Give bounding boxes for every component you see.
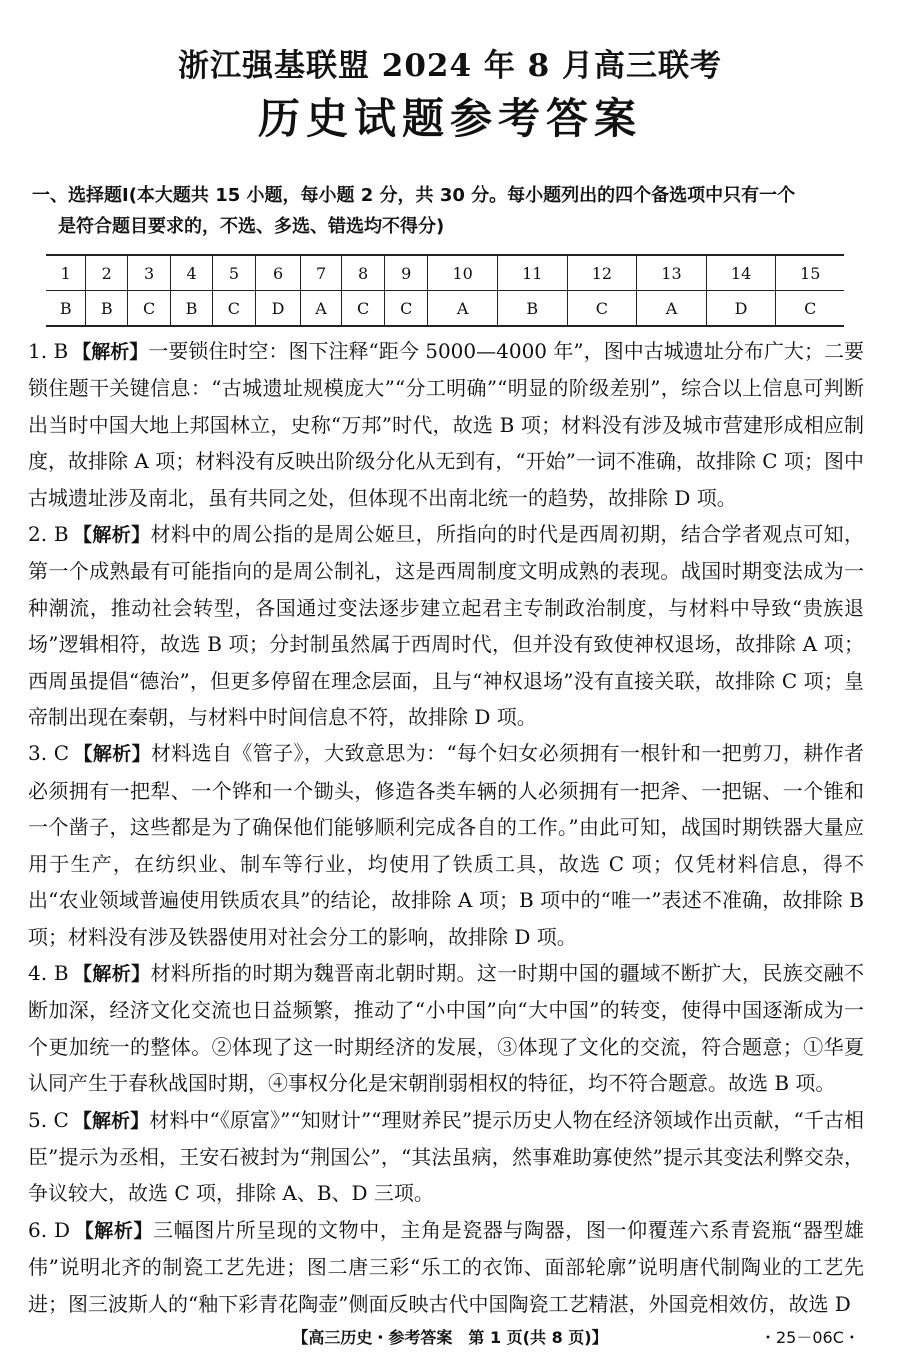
- answer-letter: D: [706, 291, 776, 327]
- question-number: 2: [86, 255, 128, 291]
- item-answer: 2. B: [28, 522, 69, 547]
- analysis-label: 【解析】: [72, 1109, 150, 1132]
- item-text: 一要锁住时空：图下注释“距今 5000—4000 年”，图中古城遗址分布广大；二要锁住题干关键信息：“古城遗址规模庞大”“分工明确”“明显的阶级差别”，综合以上信息可判断出当时中国大地上邦国林立，史称“万邦”时代，故选 B 项；材料没有涉及城市营建形成相应制度，故排除 A 项；材料没有反映出阶级分化从无到有，“开始”一词不准确，故排除 C 项；图中古城遗址涉及南北，虽有共同之处，但体现不出南北统一的趋势，故排除 D 项。: [28, 339, 864, 510]
- item-answer: 5. C: [28, 1107, 69, 1132]
- answer-letter: B: [497, 291, 567, 327]
- question-number: 14: [706, 255, 776, 291]
- question-number: 7: [301, 255, 342, 291]
- section-heading: [32, 180, 862, 242]
- section-heading-line2: 是符合题目要求的，不选、多选、错选均不得分): [58, 216, 445, 237]
- item-answer: 6. D: [28, 1217, 71, 1242]
- answer-letter: B: [171, 291, 213, 327]
- explanations: [28, 333, 864, 1322]
- answer-letter: C: [776, 291, 844, 327]
- answer-letter: C: [567, 291, 637, 327]
- explanation-item: [28, 955, 864, 1102]
- question-number: 15: [776, 255, 844, 291]
- item-answer: 1. B: [28, 339, 69, 363]
- answer-table-answer-row: [46, 291, 844, 327]
- answer-letter: C: [385, 291, 428, 327]
- item-text: 材料中的周公指的是周公姬旦，所指向的时代是西周初期，结合学者观点可知，第一个成熟最有可能指向的是周公制礼，这是西周制度文明成熟的表现。战国时期变法成为一种潮流，推动社会转型，各国通过变法逐步建立起君主专制政治制度，与材料中导致“贵族退场”逻辑相符，故选 B 项；分封制虽然属于西周时代，但并没有致使神权退场，故排除 A 项；西周虽提倡“德治”，但更多停留在理念层面，且与“神权退场”没有直接关联，故排除 C 项；皇帝制出现在秦朝，与材料中时间信息不符，故排除 D 项。: [28, 522, 864, 730]
- question-number: 8: [342, 255, 385, 291]
- analysis-label: 【解析】: [72, 341, 149, 363]
- analysis-label: 【解析】: [72, 524, 151, 547]
- question-number: 5: [212, 255, 255, 291]
- answer-table: [46, 254, 844, 327]
- item-answer: 4. B: [28, 960, 69, 985]
- analysis-label: 【解析】: [74, 1219, 154, 1242]
- question-number: 4: [171, 255, 213, 291]
- answer-letter: A: [301, 291, 342, 327]
- item-text: 材料所指的时期为魏晋南北朝时期。这一时期中国的疆域不断扩大，民族交融不断加深，经济文化交流也日益频繁，推动了“小中国”向“大中国”的转变，使得中国逐渐成为一个更加统一的整体。②体现了这一时期经济的发展，③体现了文化的交流，符合题意；①华夏认同产生于春秋战国时期，④事权分化是宋朝削弱相权的特征，均不符合题意。故选 B 项。: [28, 960, 864, 1096]
- section-heading-line1: 一、选择题Ⅰ(本大题共 15 小题，每小题 2 分，共 30 分。每小题列出的四个备选项中只有一个: [32, 185, 796, 206]
- footer-page-info: 【高三历史・参考答案 第 1 页(共 8 页)】: [292, 1328, 608, 1347]
- item-answer: 3. C: [28, 741, 70, 766]
- document-subtitle: 历史试题参考答案: [257, 94, 642, 143]
- explanation-item: [28, 735, 864, 954]
- answer-letter: A: [428, 291, 498, 327]
- question-number: 10: [428, 255, 498, 291]
- question-number: 11: [497, 255, 567, 291]
- item-text: 材料选自《管子》，大致意思为：“每个妇女必须拥有一根针和一把剪刀，耕作者必须拥有一把犁、一个铧和一个锄头，修造各类车辆的人必须拥有一把斧、一把锯、一个锥和一个凿子，这些都是为了确保他们能够顺利完成各自的工作。”由此可知，战国时期铁器大量应用于生产，在纺织业、制车等行业，均使用了铁质工具，故选 C 项；仅凭材料信息，得不出“农业领域普遍使用铁质农具”的结论，故排除 A 项；B 项中的“唯一”表述不准确，故排除 B 项；材料没有涉及铁器使用对社会分工的影响，故排除 D 项。: [28, 741, 864, 949]
- explanation-item: [28, 1212, 864, 1322]
- answer-table-number-row: [46, 255, 844, 291]
- explanation-item: [28, 516, 864, 735]
- question-number: 1: [46, 255, 86, 291]
- answer-letter: C: [342, 291, 385, 327]
- answer-letter: A: [637, 291, 707, 327]
- explanation-item: [28, 1102, 864, 1212]
- question-number: 3: [128, 255, 171, 291]
- item-text: 三幅图片所呈现的文物中，主角是瓷器与陶器，图一仰覆莲六系青瓷瓶“器型雄伟”说明北齐的制瓷工艺先进；图二唐三彩“乐工的衣饰、面部轮廓”说明唐代制陶业的工艺先进；图三波斯人的“釉下彩青花陶壶”侧面反映古代中国陶瓷工艺精湛，外国竞相效仿，故选 D: [28, 1217, 864, 1316]
- answer-letter: B: [46, 291, 86, 327]
- answer-letter: B: [86, 291, 128, 327]
- question-number: 6: [256, 255, 301, 291]
- question-number: 12: [567, 255, 637, 291]
- footer-code: ・25－06C・: [760, 1328, 860, 1347]
- answer-letter: C: [128, 291, 171, 327]
- question-number: 9: [385, 255, 428, 291]
- question-number: 13: [637, 255, 707, 291]
- analysis-label: 【解析】: [73, 743, 151, 766]
- explanation-item: [28, 333, 864, 516]
- analysis-label: 【解析】: [72, 962, 151, 985]
- item-text: 材料中“《原富》”“知财计”“理财养民”提示历史人物在经济领域作出贡献，“千古相臣”提示为丞相，王安石被封为“荆国公”，“其法虽病，然事难助寡使然”提示其变法利弊交杂，争议较大，故选 C 项，排除 A、B、D 三项。: [28, 1107, 864, 1206]
- answer-letter: C: [212, 291, 255, 327]
- answer-letter: D: [256, 291, 301, 327]
- exam-title: 浙江强基联盟 2024 年 8 月高三联考: [177, 48, 723, 84]
